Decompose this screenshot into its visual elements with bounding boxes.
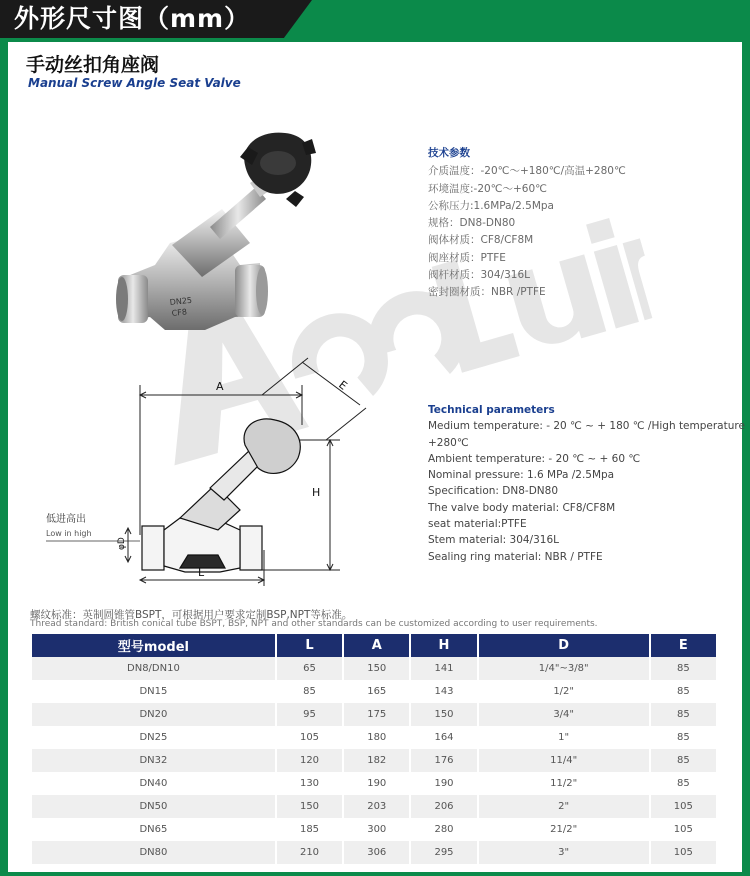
valve-photo: [110, 125, 320, 340]
table-cell: 150: [411, 703, 476, 726]
table-cell: 11/4": [479, 749, 649, 772]
table-cell: 176: [411, 749, 476, 772]
specs-cn: [428, 145, 626, 302]
table-cell: 120: [277, 749, 342, 772]
spec-line: Nominal pressure: 1.6 MPa /2.5Mpa: [428, 469, 615, 482]
table-cell: 164: [411, 726, 476, 749]
table-cell: 105: [651, 841, 716, 864]
dim-label-h: H: [312, 486, 321, 499]
table-cell: 11/2": [479, 772, 649, 795]
table-row: [32, 680, 716, 703]
specs-en-heading: Technical parameters: [428, 404, 555, 416]
dim-label-d: φD: [117, 537, 127, 550]
table-cell: 185: [277, 818, 342, 841]
spec-line: The valve body material: CF8/CF8M: [428, 501, 616, 514]
table-cell: 1/2": [479, 680, 649, 703]
table-cell: 1/4"~3/8": [479, 657, 649, 680]
table-cell: 3/4": [479, 703, 649, 726]
spec-line: 公称压力:1.6MPa/2.5Mpa: [428, 199, 554, 212]
table-cell: 105: [651, 818, 716, 841]
thread-standard-en: Thread standard: British conical tube BSPT, BSP, NPT and other standards can be customized according to user requirements.: [30, 619, 598, 629]
table-cell: 150: [277, 795, 342, 818]
table-row: [32, 703, 716, 726]
thread-standard-cn: 螺纹标准：英制圆锥管BSPT，可根据用户要求定制BSP,NPT等标准。: [30, 609, 353, 621]
spec-line: 规格：DN8-DN80: [428, 217, 516, 230]
specs-en: [428, 402, 750, 565]
spec-line: Sealing ring material: NBR / PTFE: [428, 550, 603, 563]
table-cell: 85: [277, 680, 342, 703]
dim-label-l: L: [198, 566, 205, 579]
table-cell: 1": [479, 726, 649, 749]
table-cell: DN25: [32, 726, 275, 749]
valve-marking-cf: CF8: [171, 307, 188, 318]
table-cell: DN32: [32, 749, 275, 772]
table-row: [32, 657, 716, 680]
col-header-l: L: [277, 634, 342, 657]
spec-line: Ambient temperature: - 20 ℃ ~ + 60 ℃: [428, 452, 641, 465]
table-cell: DN20: [32, 703, 275, 726]
table-cell: 105: [277, 726, 342, 749]
table-cell: 306: [344, 841, 409, 864]
specs-cn-heading: 技术参数: [428, 147, 470, 159]
section-header: [0, 0, 750, 38]
spec-line: Medium temperature: - 20 ℃ ~ + 180 ℃ /High temperature +280℃: [428, 420, 745, 449]
table-cell: 65: [277, 657, 342, 680]
flow-label-en: Low in high: [46, 529, 92, 538]
table-cell: 85: [651, 726, 716, 749]
table-cell: 105: [651, 795, 716, 818]
table-cell: 280: [411, 818, 476, 841]
dim-label-e: E: [336, 378, 350, 393]
col-header-h: H: [411, 634, 476, 657]
product-title-en: Manual Screw Angle Seat Valve: [28, 76, 241, 90]
table-cell: 141: [411, 657, 476, 680]
table-cell: 21/2": [479, 818, 649, 841]
table-cell: DN80: [32, 841, 275, 864]
table-cell: 203: [344, 795, 409, 818]
table-cell: 295: [411, 841, 476, 864]
col-header-a: A: [344, 634, 409, 657]
table-header-row: [32, 634, 716, 657]
dimension-table: [30, 634, 718, 864]
table-cell: 85: [651, 703, 716, 726]
product-title-cn: 手动丝扣角座阀: [26, 54, 160, 76]
table-cell: 165: [344, 680, 409, 703]
spec-line: 密封圈材质：NBR /PTFE: [428, 286, 546, 299]
table-cell: 85: [651, 680, 716, 703]
table-cell: 130: [277, 772, 342, 795]
table-cell: 150: [344, 657, 409, 680]
dimension-drawing: [40, 350, 380, 590]
table-cell: 206: [411, 795, 476, 818]
table-cell: DN65: [32, 818, 275, 841]
table-cell: 175: [344, 703, 409, 726]
table-row: [32, 749, 716, 772]
table-cell: DN50: [32, 795, 275, 818]
table-row: [32, 841, 716, 864]
table-cell: 182: [344, 749, 409, 772]
table-cell: DN40: [32, 772, 275, 795]
flow-label-cn: 低进高出: [46, 514, 86, 525]
table-cell: 85: [651, 749, 716, 772]
table-cell: 300: [344, 818, 409, 841]
col-header-e: E: [651, 634, 716, 657]
col-header-d: D: [479, 634, 649, 657]
table-cell: 210: [277, 841, 342, 864]
table-cell: 85: [651, 657, 716, 680]
col-header-model: 型号model: [32, 634, 275, 657]
spec-line: 阀杆材质：304/316L: [428, 269, 530, 282]
spec-line: Stem material: 304/316L: [428, 534, 559, 547]
table-cell: 180: [344, 726, 409, 749]
spec-line: 阀座材质：PTFE: [428, 251, 506, 264]
table-row: [32, 795, 716, 818]
spec-line: seat material:PTFE: [428, 518, 527, 531]
table-cell: DN8/DN10: [32, 657, 275, 680]
table-cell: DN15: [32, 680, 275, 703]
table-row: [32, 772, 716, 795]
spec-line: Specification: DN8-DN80: [428, 485, 558, 498]
section-title: 外形尺寸图（mm）: [14, 4, 251, 33]
table-cell: 190: [344, 772, 409, 795]
table-cell: 95: [277, 703, 342, 726]
dim-label-a: A: [216, 380, 224, 393]
table-cell: 143: [411, 680, 476, 703]
valve-marking-dn: DN25: [169, 295, 193, 307]
spec-line: 阀体材质：CF8/CF8M: [428, 234, 534, 247]
spec-line: 介质温度：-20℃～+180℃/高温+280℃: [428, 165, 626, 178]
spec-line: 环境温度:-20℃～+60℃: [428, 182, 547, 195]
table-row: [32, 818, 716, 841]
table-cell: 3": [479, 841, 649, 864]
table-cell: 2": [479, 795, 649, 818]
table-cell: 190: [411, 772, 476, 795]
table-cell: 85: [651, 772, 716, 795]
table-row: [32, 726, 716, 749]
